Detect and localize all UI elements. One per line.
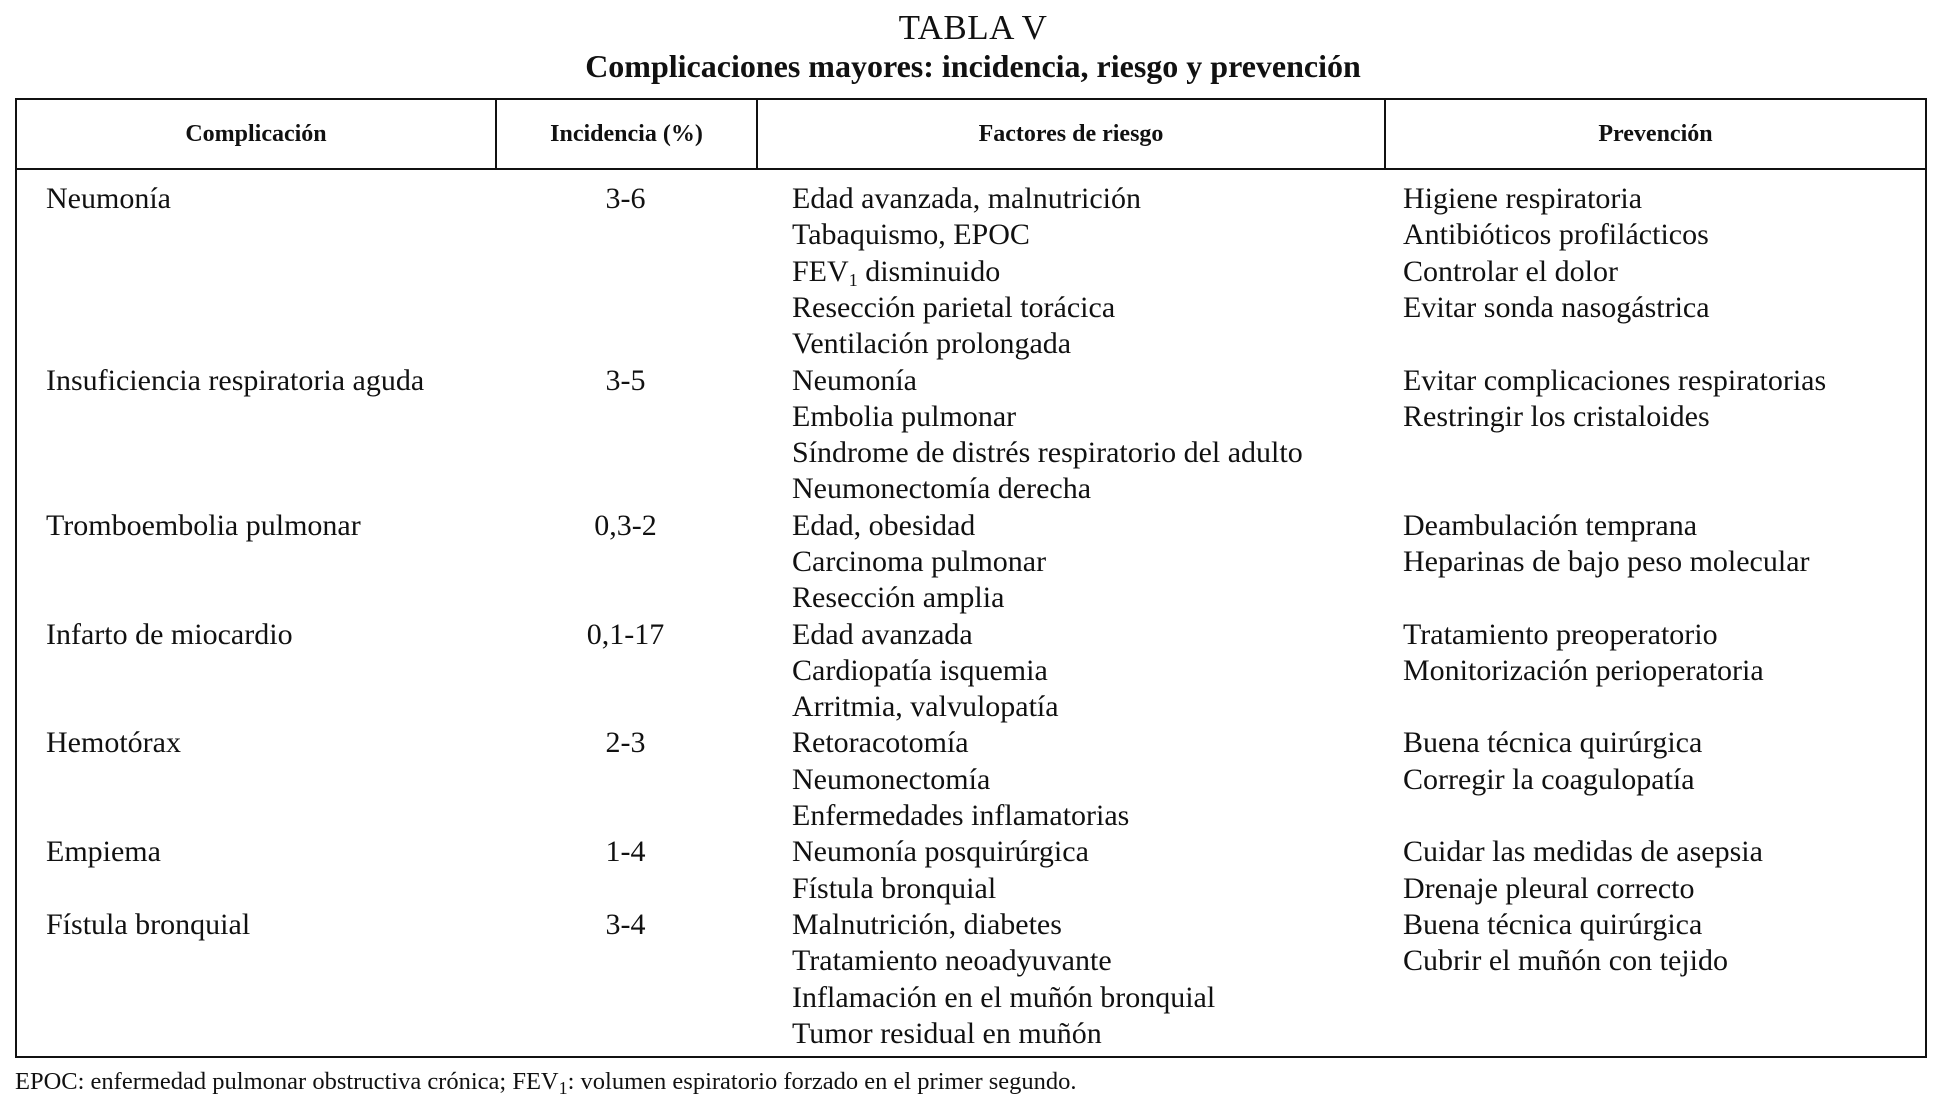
prevention-line: Evitar complicaciones respiratorias [1403, 363, 1827, 397]
prevention-line: Controlar el dolor [1403, 254, 1618, 288]
prevention-line: Restringir los cristaloides [1403, 399, 1710, 433]
risk-factor-text-suffix: disminuido [857, 254, 1001, 288]
cell-risk-factors [792, 834, 1089, 907]
risk-factor-line: Tratamiento neoadyuvante [792, 944, 1112, 978]
cell-prevention [1403, 617, 1764, 690]
risk-factor-line: Neumonectomía derecha [792, 472, 1092, 506]
table-row [17, 725, 1925, 834]
table-row [17, 617, 1925, 726]
prevention-line: Buena técnica quirúrgica [1403, 907, 1703, 941]
header-incidence: Incidencia (%) [550, 121, 703, 147]
fev-subscript: 1 [848, 269, 858, 290]
table-footnote [15, 1066, 1077, 1098]
prevention-line: Tratamiento preoperatorio [1403, 617, 1718, 651]
cell-incidence: 2-3 [605, 726, 646, 760]
table-row [17, 181, 1925, 363]
footnote-text-end: : volumen espiratorio forzado en el primer segundo. [567, 1068, 1077, 1095]
cell-prevention [1403, 363, 1826, 436]
header-prevention: Prevención [1598, 121, 1713, 147]
header-risk-factors: Factores de riesgo [978, 121, 1164, 147]
table-row [17, 508, 1925, 617]
risk-factor-line: Carcinoma pulmonar [792, 544, 1047, 578]
risk-factor-line: Neumonía posquirúrgica [792, 835, 1089, 869]
cell-complication: Neumonía [46, 182, 171, 215]
cell-prevention [1403, 834, 1763, 907]
table-header-row [17, 100, 1925, 170]
risk-factor-line: Malnutrición, diabetes [792, 907, 1062, 941]
risk-factor-line: Ventilación prolongada [792, 327, 1072, 361]
risk-factor-line: Cardiopatía isquemia [792, 653, 1048, 687]
cell-prevention [1403, 725, 1702, 798]
cell-complication: Insuficiencia respiratoria aguda [46, 363, 425, 397]
prevention-line: Cubrir el muñón con tejido [1403, 944, 1728, 978]
risk-factor-line: Arritmia, valvulopatía [792, 690, 1059, 724]
risk-factor-line: Edad avanzada [792, 617, 973, 651]
risk-factor-line: Edad avanzada, malnutrición [792, 182, 1142, 215]
prevention-line: Heparinas de bajo peso molecular [1403, 544, 1810, 578]
risk-factor-line: Edad, obesidad [792, 508, 976, 542]
table-number: TABLA V [898, 8, 1048, 47]
table-row [17, 834, 1925, 907]
risk-factor-line: Síndrome de distrés respiratorio del adulto [792, 436, 1303, 470]
cell-risk-factors [792, 181, 1141, 362]
cell-incidence: 3-4 [605, 907, 646, 941]
risk-factor-line: Retoracotomía [792, 726, 969, 760]
table-row [17, 907, 1925, 1052]
prevention-line: Buena técnica quirúrgica [1403, 726, 1703, 760]
risk-factor-line [792, 254, 1141, 290]
risk-factor-line: Neumonectomía [792, 762, 991, 796]
footnote-subscript: 1 [558, 1078, 568, 1098]
cell-risk-factors [792, 508, 1046, 617]
header-complication: Complicación [185, 121, 327, 147]
cell-complication: Fístula bronquial [46, 907, 251, 941]
cell-risk-factors [792, 725, 1129, 834]
prevention-line: Higiene respiratoria [1403, 182, 1643, 215]
prevention-line: Drenaje pleural correcto [1403, 871, 1695, 905]
table-row [17, 363, 1925, 508]
risk-factor-line: Enfermedades inflamatorias [792, 799, 1130, 833]
prevention-line: Monitorización perioperatoria [1403, 653, 1764, 687]
risk-factor-line: Resección amplia [792, 581, 1005, 615]
risk-factor-line: Tumor residual en muñón [792, 1016, 1102, 1050]
prevention-line: Antibióticos profilácticos [1403, 218, 1709, 252]
cell-incidence: 3-6 [605, 182, 646, 215]
cell-incidence: 0,3-2 [594, 508, 657, 542]
cell-prevention [1403, 907, 1728, 980]
cell-prevention [1403, 508, 1810, 581]
cell-risk-factors [792, 617, 1059, 726]
prevention-line: Corregir la coagulopatía [1403, 762, 1695, 796]
cell-incidence: 1-4 [605, 835, 646, 869]
table-title: Complicaciones mayores: incidencia, riesgo y prevención [585, 48, 1361, 84]
prevention-line: Evitar sonda nasogástrica [1403, 290, 1710, 324]
table-frame [15, 98, 1927, 1058]
risk-factor-line: Neumonía [792, 363, 917, 397]
risk-factor-line: Embolia pulmonar [792, 399, 1017, 433]
risk-factor-line: Inflamación en el muñón bronquial [792, 980, 1216, 1014]
cell-incidence: 0,1-17 [586, 617, 665, 651]
cell-complication: Infarto de miocardio [46, 617, 293, 651]
prevention-line: Cuidar las medidas de asepsia [1403, 835, 1763, 869]
risk-factor-text: FEV [792, 254, 849, 288]
cell-risk-factors [792, 907, 1215, 1052]
risk-factor-line: Tabaquismo, EPOC [792, 218, 1030, 252]
table-body [17, 181, 1925, 1052]
cell-incidence: 3-5 [605, 363, 646, 397]
cell-complication: Tromboembolia pulmonar [46, 508, 361, 542]
risk-factor-line: Fístula bronquial [792, 871, 997, 905]
cell-complication: Empiema [46, 835, 161, 869]
cell-risk-factors [792, 363, 1303, 508]
footnote-text: EPOC: enfermedad pulmonar obstructiva crónica; FEV [15, 1068, 559, 1095]
risk-factor-line: Resección parietal torácica [792, 290, 1116, 324]
cell-prevention [1403, 181, 1710, 326]
cell-complication: Hemotórax [46, 726, 181, 760]
prevention-line: Deambulación temprana [1403, 508, 1698, 542]
